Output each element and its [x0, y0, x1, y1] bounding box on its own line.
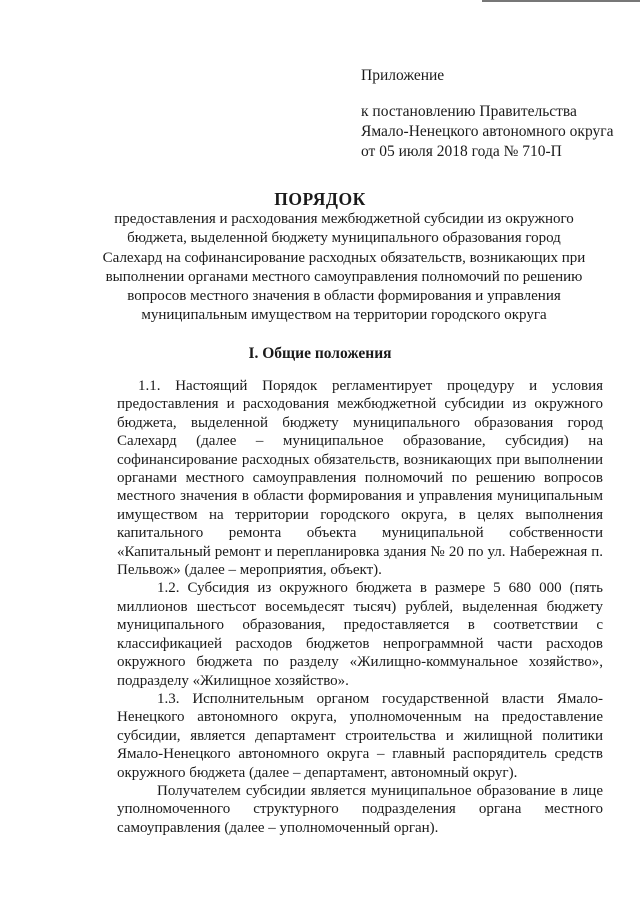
appendix-block — [361, 66, 613, 162]
section-body — [117, 377, 603, 837]
appendix-line-3: от 05 июля 2018 года № 710-П — [361, 143, 562, 160]
paragraph-1-2: 1.2. Субсидия из окружного бюджета в размере 5 680 000 (пять миллионов шестьсот восемьдесят тысяч) рублей, выделенная бюджету муниципального образования, предоставляется в соответствии с классификацией расходов бюджетов непрограммной части расходов окружного бюджета по разделу «Жилищно-коммунальное хозяйство», подразделу «Жилищное хозяйство». — [117, 580, 603, 689]
appendix-spacer — [361, 86, 613, 102]
appendix-line-1: к постановлению Правительства — [361, 103, 577, 120]
paragraph-1-1: 1.1. Настоящий Порядок регламентирует процедуру и условия предоставления и расходования межбюджетной субсидии из окружного бюджета, выделенной бюджету муниципального образования город Салехард (далее – муниципальное образование, субсидия) на софинансирование расходных обязательств, возникающих при выполнении органами местного самоуправления полномочий по решению вопросов местного значения в области формирования и управления муниципальным имуществом на территории городского округа, в целях выполнения капитального ремонта объекта муниципальной собственности «Капитальный ремонт и перепланировка здания № 20 по ул. Набережная п. Пельвож» (далее – мероприятия, объект). — [117, 378, 603, 579]
appendix-label: Приложение — [361, 67, 445, 84]
section-heading: I. Общие положения — [248, 345, 392, 362]
document-subtitle: предоставления и расходования межбюджетной субсидии из окружного бюджета, выделенной бюджету муниципального образования город Салехард на софинансирование расходных обязательств, возникающих при выполнении органами местного самоуправления полномочий по решению вопросов местного значения в области формирования и управления муниципальным имуществом на территории городского округа — [102, 211, 586, 324]
scan-edge-line — [482, 0, 640, 2]
paragraph-recipient: Получателем субсидии является муниципальное образование в лице уполномоченного структурного подразделения органа местного самоуправления (далее – уполномоченный орган). — [117, 782, 603, 836]
appendix-line-2: Ямало-Ненецкого автономного округа — [361, 123, 614, 140]
document-title: ПОРЯДОК — [274, 189, 366, 209]
paragraph-1-3: 1.3. Исполнительным органом государственной власти Ямало-Ненецкого автономного округа, уполномоченным на предоставление субсидии, является департамент строительства и жилищной политики Ямало-Ненецкого автономного округа – главный распорядитель средств окружного бюджета (далее – департамент, автономный округ). — [117, 690, 603, 781]
